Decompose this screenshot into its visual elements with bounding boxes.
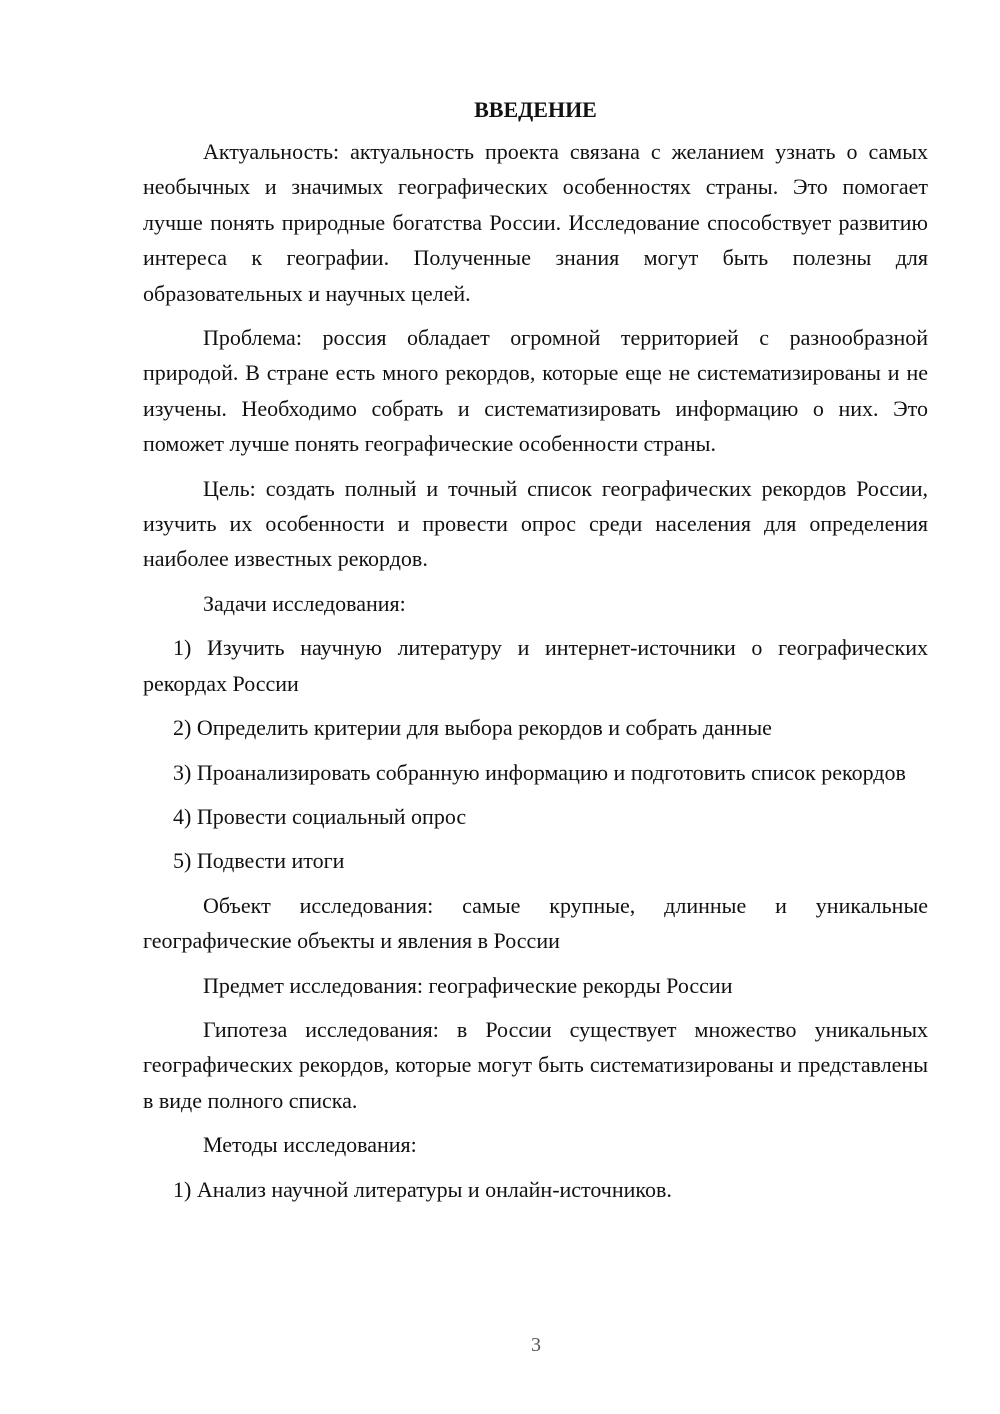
paragraph-tasks-heading: Задачи исследования: [203,590,406,616]
paragraph-goal: Цель: создать полный и точный список географических рекордов России, изучить их особенности и провести опрос среди населения для определения наиболее известных рекордов. [143,475,928,572]
paragraph-subject: Предмет исследования: географические рекорды России [203,972,733,998]
task-item-3: 3) Проанализировать собранную информацию и подготовить список рекордов [173,759,906,785]
section-title: ВВЕДЕНИЕ [474,97,597,122]
paragraph-hypothesis: Гипотеза исследования: в России существует множество уникальных географических рекордов, которые могут быть систематизированы и представлены в виде полного списка. [143,1016,928,1113]
task-item-1: 1) Изучить научную литературу и интернет-источники о географических рекордах России [143,635,928,696]
paragraph-relevance: Актуальность: актуальность проекта связана с желанием узнать о самых необычных и значимых географических особенностях страны. Это помогает лучше понять природные богатства России. Исследование способствует развитию интереса к географии. Полученные знания могут быть полезны для образовательных и научных целей. [143,139,928,306]
task-item-2: 2) Определить критерии для выбора рекордов и собрать данные [173,715,772,741]
page-number: 3 [531,1334,541,1356]
paragraph-methods-heading: Методы исследования: [203,1132,417,1158]
method-item-1: 1) Анализ научной литературы и онлайн-источников. [173,1176,672,1202]
paragraph-problem: Проблема: россия обладает огромной территорией с разнообразной природой. В стране есть много рекордов, которые еще не систематизированы и не изучены. Необходимо собрать и систематизировать информацию о них. Это поможет лучше понять географические особенности страны. [143,325,928,457]
paragraph-object: Объект исследования: самые крупные, длинные и уникальные географические объекты и явления в России [143,892,928,954]
document-page [143,95,928,1216]
task-item-5: 5) Подвести итоги [173,848,345,874]
task-item-4: 4) Провести социальный опрос [173,803,467,829]
